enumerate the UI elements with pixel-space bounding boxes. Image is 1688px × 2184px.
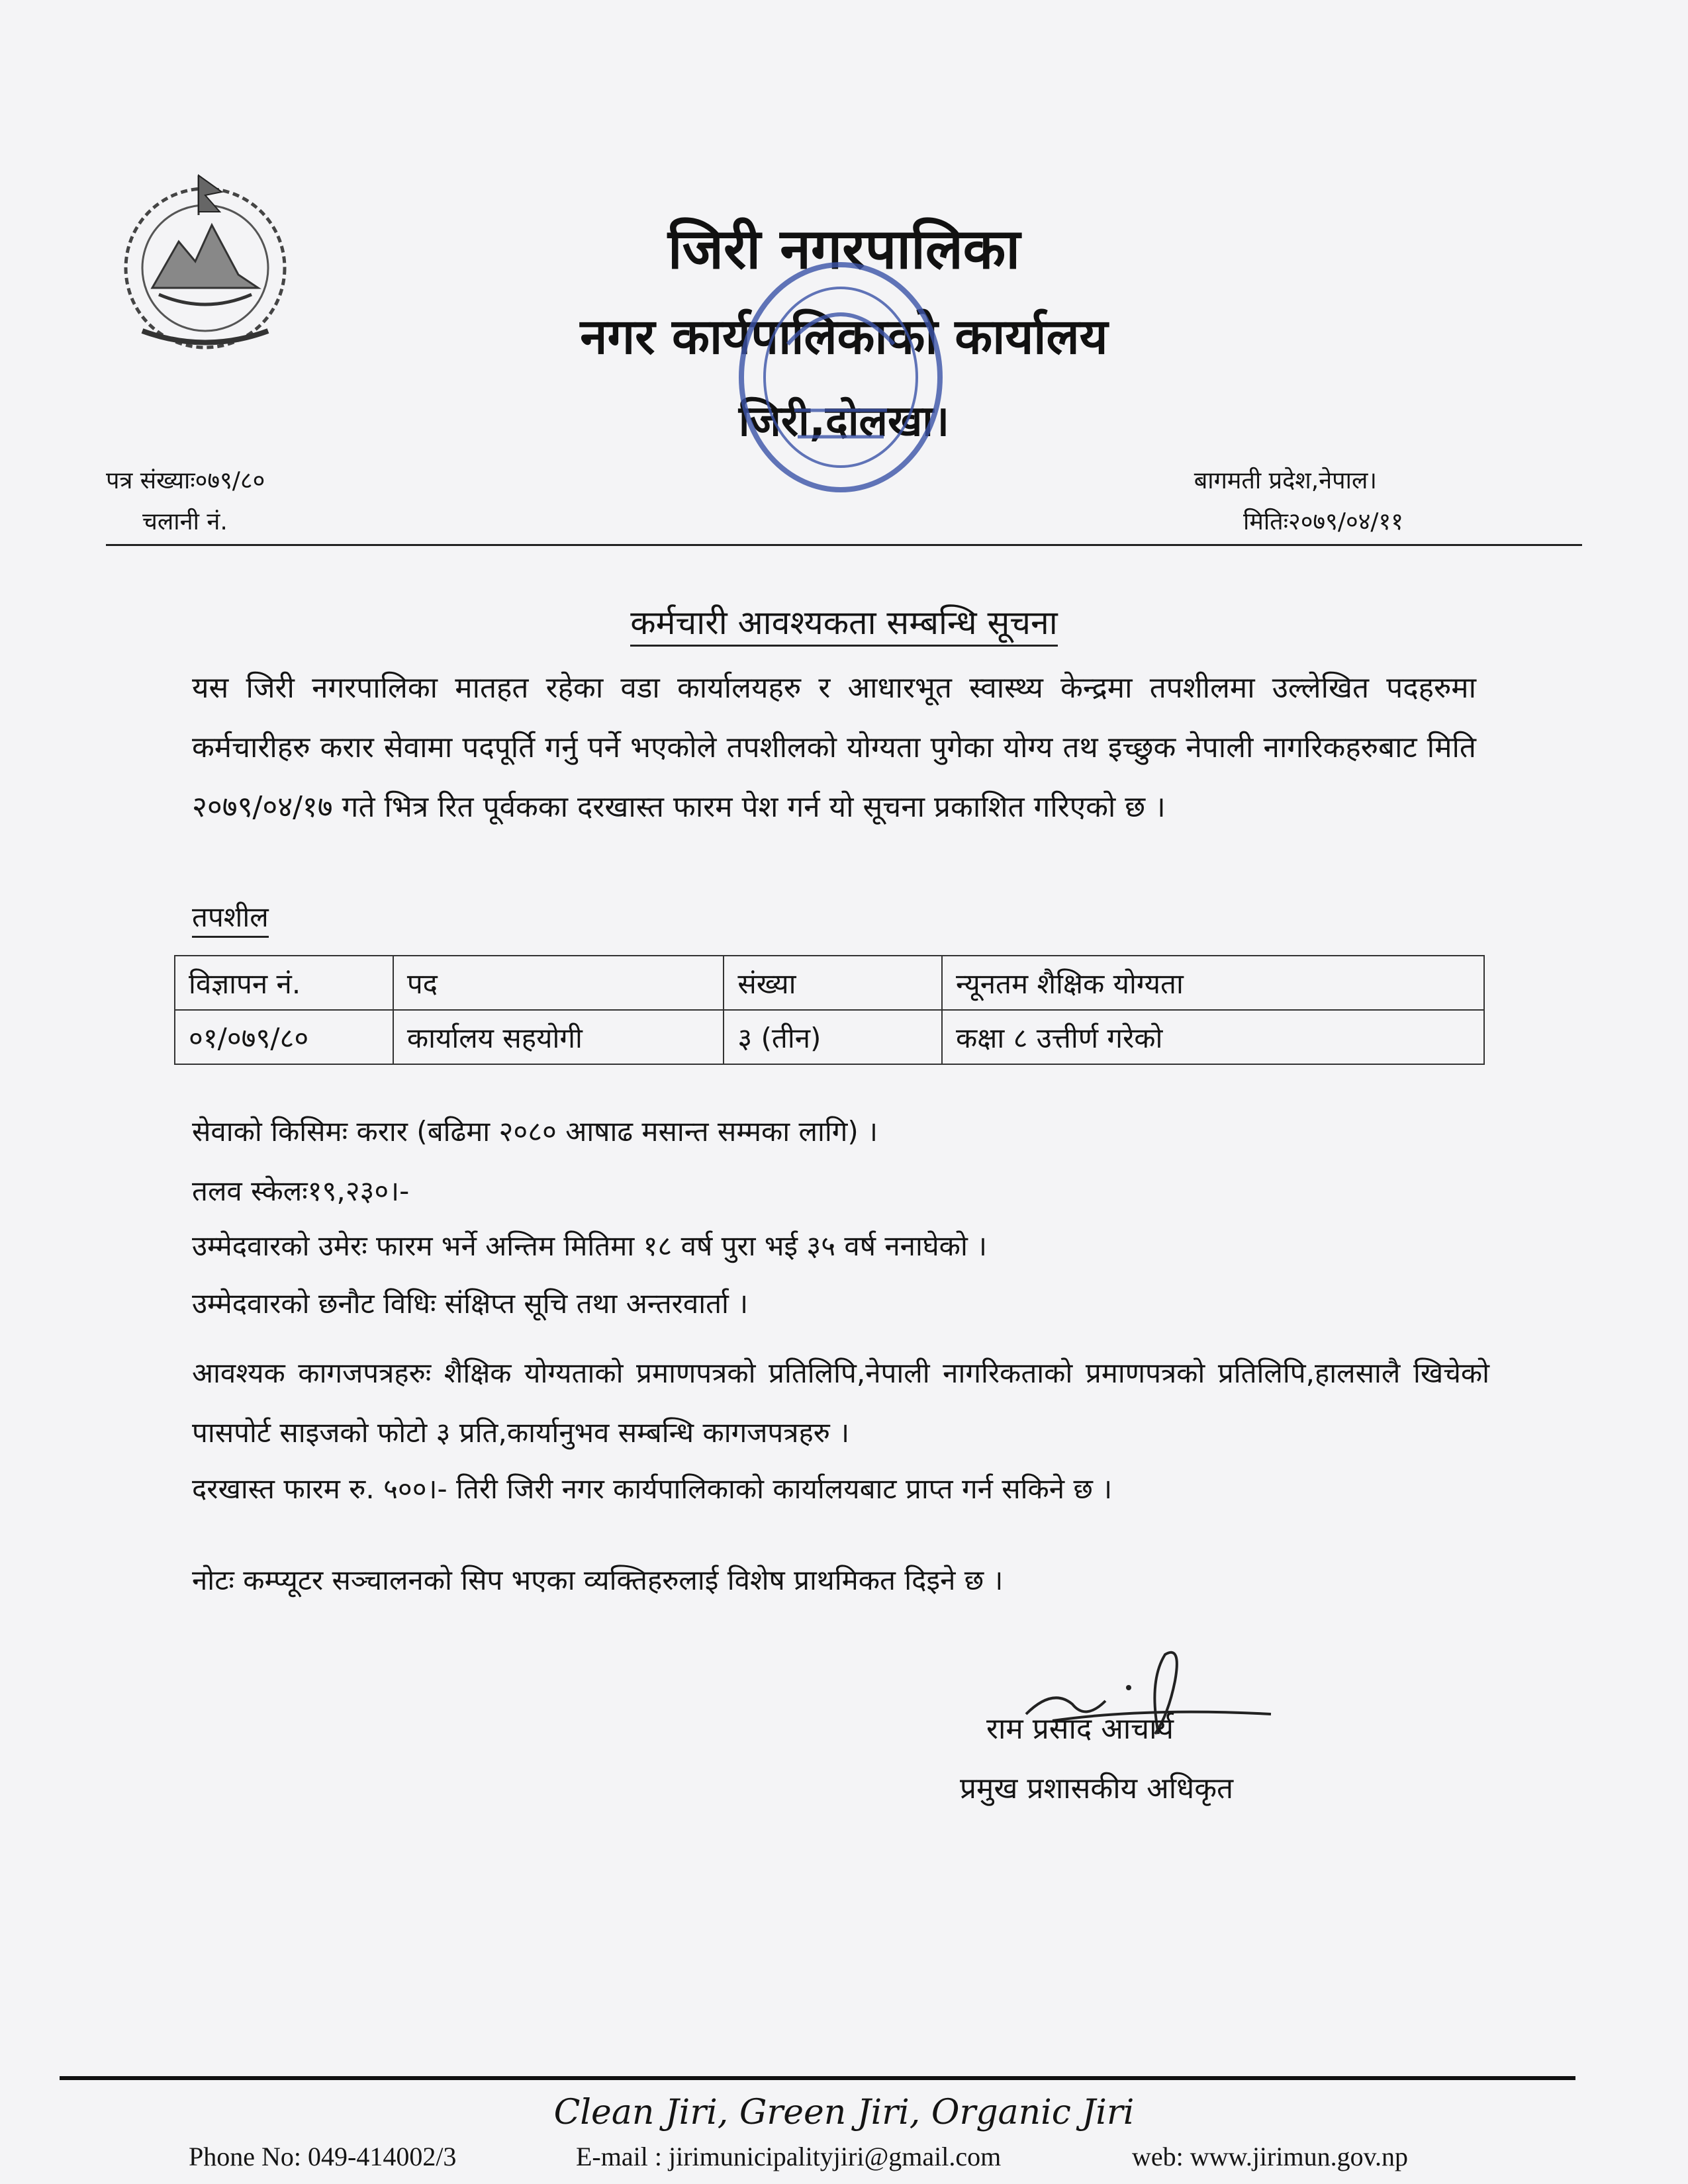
letter-date: मितिः२०७९/०४/११ (1243, 508, 1403, 535)
form-fee: दरखास्त फारम रु. ५००।- तिरी जिरी नगर कार्यपालिकाको कार्यालयबाट प्राप्त गर्न सकिने छ । (192, 1473, 1113, 1505)
age-requirement: उम्मेदवारको उमेरः फारम भर्ने अन्तिम मितिमा १८ वर्ष पुरा भई ३५ वर्ष ननाघेको । (192, 1230, 988, 1262)
notice-note: नोटः कम्प्यूटर सञ्चालनको सिप भएका व्यक्तिहरुलाई विशेष प्राथमिकत दिइने छ । (192, 1564, 1004, 1596)
office-seal-stamp-icon (722, 245, 960, 523)
notice-title-text: कर्मचारी आवश्यकता सम्बन्धि सूचना (630, 604, 1057, 647)
province-label: बागमती प्रदेश,नेपाल। (1194, 467, 1377, 494)
selection-method: उम्मेदवारको छनौट विधिः संक्षिप्त सूचि तथा अन्तरवार्ता । (192, 1287, 749, 1320)
dispatch-number: चलानी नं. (142, 508, 228, 535)
notice-title (0, 599, 1688, 644)
service-type: सेवाको किसिमः करार (बढिमा २०८० आषाढ मसान्त सम्मका लागि) । (192, 1115, 878, 1148)
municipality-name: जिरी नगरपालिका (667, 216, 1021, 281)
table-header-row (175, 956, 1484, 1010)
salary-scale: तलव स्केलः१९,२३०।- (192, 1175, 410, 1207)
signatory-name: राम प्रसाद आचार्य (986, 1712, 1174, 1746)
required-documents: आवश्यक कागजपत्रहरुः शैक्षिक योग्यताको प्रमाणपत्रको प्रतिलिपि,नेपाली नागरिकताको प्रमाणपत्रको प्रतिलिपि,हालसालै खिचेको पासपोर्ट साइजको फोटो ३ प्रति,कार्यानुभव सम्बन्धि कागजपत्रहरु । (192, 1357, 1489, 1449)
office-name: नगर कार्यपालिकाको कार्यालय (580, 308, 1108, 365)
reference-number: पत्र संख्याः०७९/८० (106, 467, 265, 494)
office-location: जिरी,दोलखा। (738, 397, 950, 446)
footer-email: E-mail : jirimunicipalityjiri@gmail.com (576, 2142, 1002, 2171)
table-cell: कार्यालय सहयोगी (393, 1010, 724, 1064)
notice-intro-paragraph: यस जिरी नगरपालिका मातहत रहेका वडा कार्यालयहरु र आधारभूत स्वास्थ्य केन्द्रमा तपशीलमा उल्लेखित पदहरुमा कर्मचारीहरु करार सेवामा पदपूर्ति गर्नु पर्ने भएकोले तपशीलको योग्यता पुगेका योग्य तथ इच्छुक नेपाली नागरिकहरुबाट मिति २०७९/०४/१७ गते भित्र रित पूर्वकका दरखास्त फारम पेश गर्न यो सूचना प्रकाशित गरिएको छ । (192, 671, 1476, 824)
table-cell: ३ (तीन) (724, 1010, 942, 1064)
footer-web: web: www.jirimun.gov.np (1132, 2142, 1408, 2171)
footer-slogan: Clean Jiri, Green Jiri, Organic Jiri (553, 2093, 1135, 2132)
footer-divider (60, 2076, 1575, 2080)
column-header: न्यूनतम शैक्षिक योग्यता (942, 956, 1484, 1010)
footer-phone: Phone No: 049-414002/3 (189, 2142, 457, 2171)
header-divider (106, 544, 1582, 546)
table-row (175, 1010, 1484, 1064)
table-cell: कक्षा ८ उत्तीर्ण गरेको (942, 1010, 1484, 1064)
schedule-label: तपशील (192, 899, 269, 938)
column-header: संख्या (724, 956, 942, 1010)
vacancy-table (174, 955, 1485, 1065)
column-header: पद (393, 956, 724, 1010)
table-cell: ०१/०७९/८० (175, 1010, 393, 1064)
column-header: विज्ञापन नं. (175, 956, 393, 1010)
signatory-title: प्रमुख प्रशासकीय अधिकृत (960, 1772, 1234, 1805)
